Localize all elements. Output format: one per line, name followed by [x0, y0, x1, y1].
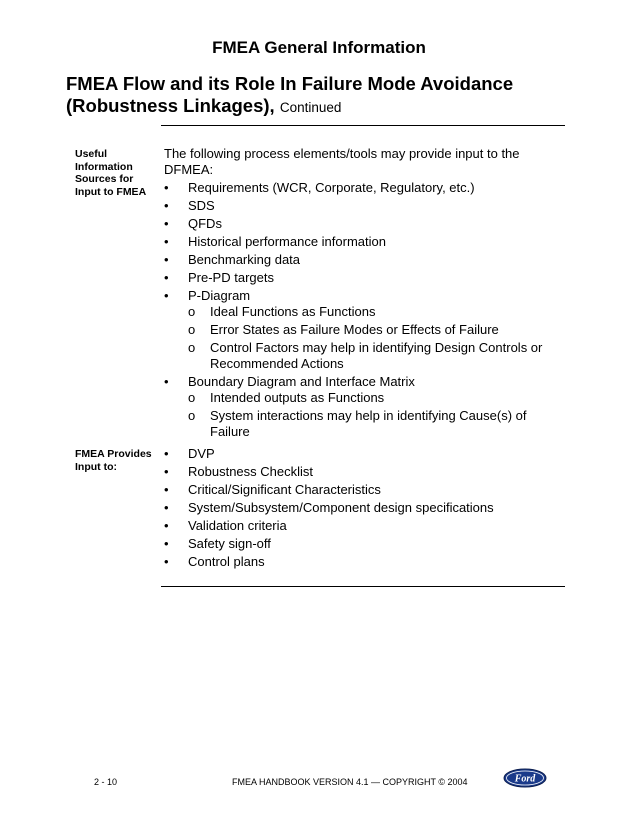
label-line: Information: [75, 160, 133, 173]
sub-list-item: [188, 322, 564, 338]
section-title-text: FMEA Flow and its Role In Failure Mode Avoidance (Robustness Linkages),: [66, 73, 514, 116]
ford-logo-icon: [503, 768, 547, 788]
page-header: FMEA General Information: [212, 38, 426, 57]
list-item-text: Robustness Checklist: [188, 464, 313, 479]
bullet-icon: •: [164, 234, 169, 249]
sub-bullet-icon: o: [188, 340, 196, 355]
bullet-icon: •: [164, 536, 169, 551]
list-item-text: Requirements (WCR, Corporate, Regulatory, etc.): [188, 180, 475, 195]
page-number: 2 - 10: [94, 777, 118, 787]
list-item-text: QFDs: [188, 216, 222, 231]
list-item-text: Historical performance information: [188, 234, 386, 249]
list-item-text: Critical/Significant Characteristics: [188, 482, 381, 497]
sub-list-item: [188, 304, 564, 320]
bullet-icon: •: [164, 554, 169, 569]
list-item: [164, 234, 564, 250]
label-line: Input to FMEA: [75, 185, 147, 198]
list-item: [164, 216, 564, 232]
list-item: [164, 198, 564, 214]
sub-list-item: [188, 390, 564, 406]
list-item: [164, 446, 564, 462]
sub-list: [188, 304, 564, 372]
sub-bullet-icon: o: [188, 390, 196, 405]
label-line: FMEA Provides: [75, 448, 152, 460]
footer-copyright: FMEA HANDBOOK VERSION 4.1 — COPYRIGHT © 2004: [232, 777, 468, 787]
list-item: [164, 288, 564, 372]
list-item-text: Validation criteria: [188, 518, 287, 533]
outputs-side-label: [75, 448, 155, 473]
section-title: [66, 73, 586, 119]
list-item-text: Safety sign-off: [188, 536, 271, 551]
sub-bullet-icon: o: [188, 304, 196, 319]
sub-list-item-text: Control Factors may help in identifying Design Controls or Recommended Actions: [210, 340, 543, 371]
continued-label: Continued: [279, 100, 342, 115]
list-item: [164, 270, 564, 286]
list-item-text: DVP: [188, 446, 215, 461]
sub-list-item: [188, 408, 564, 440]
inputs-intro: The following process elements/tools may provide input to the DFMEA:: [164, 146, 520, 177]
bullet-icon: •: [164, 198, 169, 213]
list-item: [164, 482, 564, 498]
list-item-text: System/Subsystem/Component design specifications: [188, 500, 494, 515]
label-line: Useful: [75, 148, 108, 160]
sub-list-item-text: Intended outputs as Functions: [210, 390, 385, 405]
bullet-icon: •: [164, 374, 169, 389]
label-line: Sources for: [75, 173, 134, 185]
sub-list-item-text: Ideal Functions as Functions: [210, 304, 376, 319]
list-item-text: Boundary Diagram and Interface Matrix: [188, 374, 415, 389]
bullet-icon: •: [164, 518, 169, 533]
ford-logo-text: Ford: [514, 773, 536, 785]
list-item: [164, 500, 564, 516]
inputs-side-label: [75, 148, 155, 198]
sub-bullet-icon: o: [188, 322, 196, 337]
sub-list-item-text: System interactions may help in identifying Cause(s) of Failure: [210, 408, 527, 439]
outputs-list: [164, 446, 564, 572]
sub-list-item: [188, 340, 564, 372]
list-item: [164, 252, 564, 268]
list-item-text: Control plans: [188, 554, 265, 569]
bullet-icon: •: [164, 464, 169, 479]
list-item: [164, 518, 564, 534]
bullet-icon: •: [164, 482, 169, 497]
bullet-icon: •: [164, 180, 169, 195]
inputs-list: [164, 180, 564, 442]
bullet-icon: •: [164, 446, 169, 461]
bullet-icon: •: [164, 216, 169, 231]
sub-list: [188, 390, 564, 440]
list-item: [164, 180, 564, 196]
list-item-text: P-Diagram: [188, 288, 251, 303]
bottom-divider: [161, 586, 565, 587]
bullet-icon: •: [164, 500, 169, 515]
list-item-text: SDS: [188, 198, 215, 213]
list-item: [164, 536, 564, 552]
bullet-icon: •: [164, 252, 169, 267]
list-item: [164, 554, 564, 570]
top-divider: [161, 125, 565, 126]
list-item: [164, 464, 564, 480]
label-line: Input to:: [75, 460, 117, 473]
list-item: [164, 374, 564, 440]
bullet-icon: •: [164, 288, 169, 303]
bullet-icon: •: [164, 270, 169, 285]
list-item-text: Benchmarking data: [188, 252, 301, 267]
list-item-text: Pre-PD targets: [188, 270, 274, 285]
sub-bullet-icon: o: [188, 408, 196, 423]
sub-list-item-text: Error States as Failure Modes or Effects of Failure: [210, 322, 499, 337]
